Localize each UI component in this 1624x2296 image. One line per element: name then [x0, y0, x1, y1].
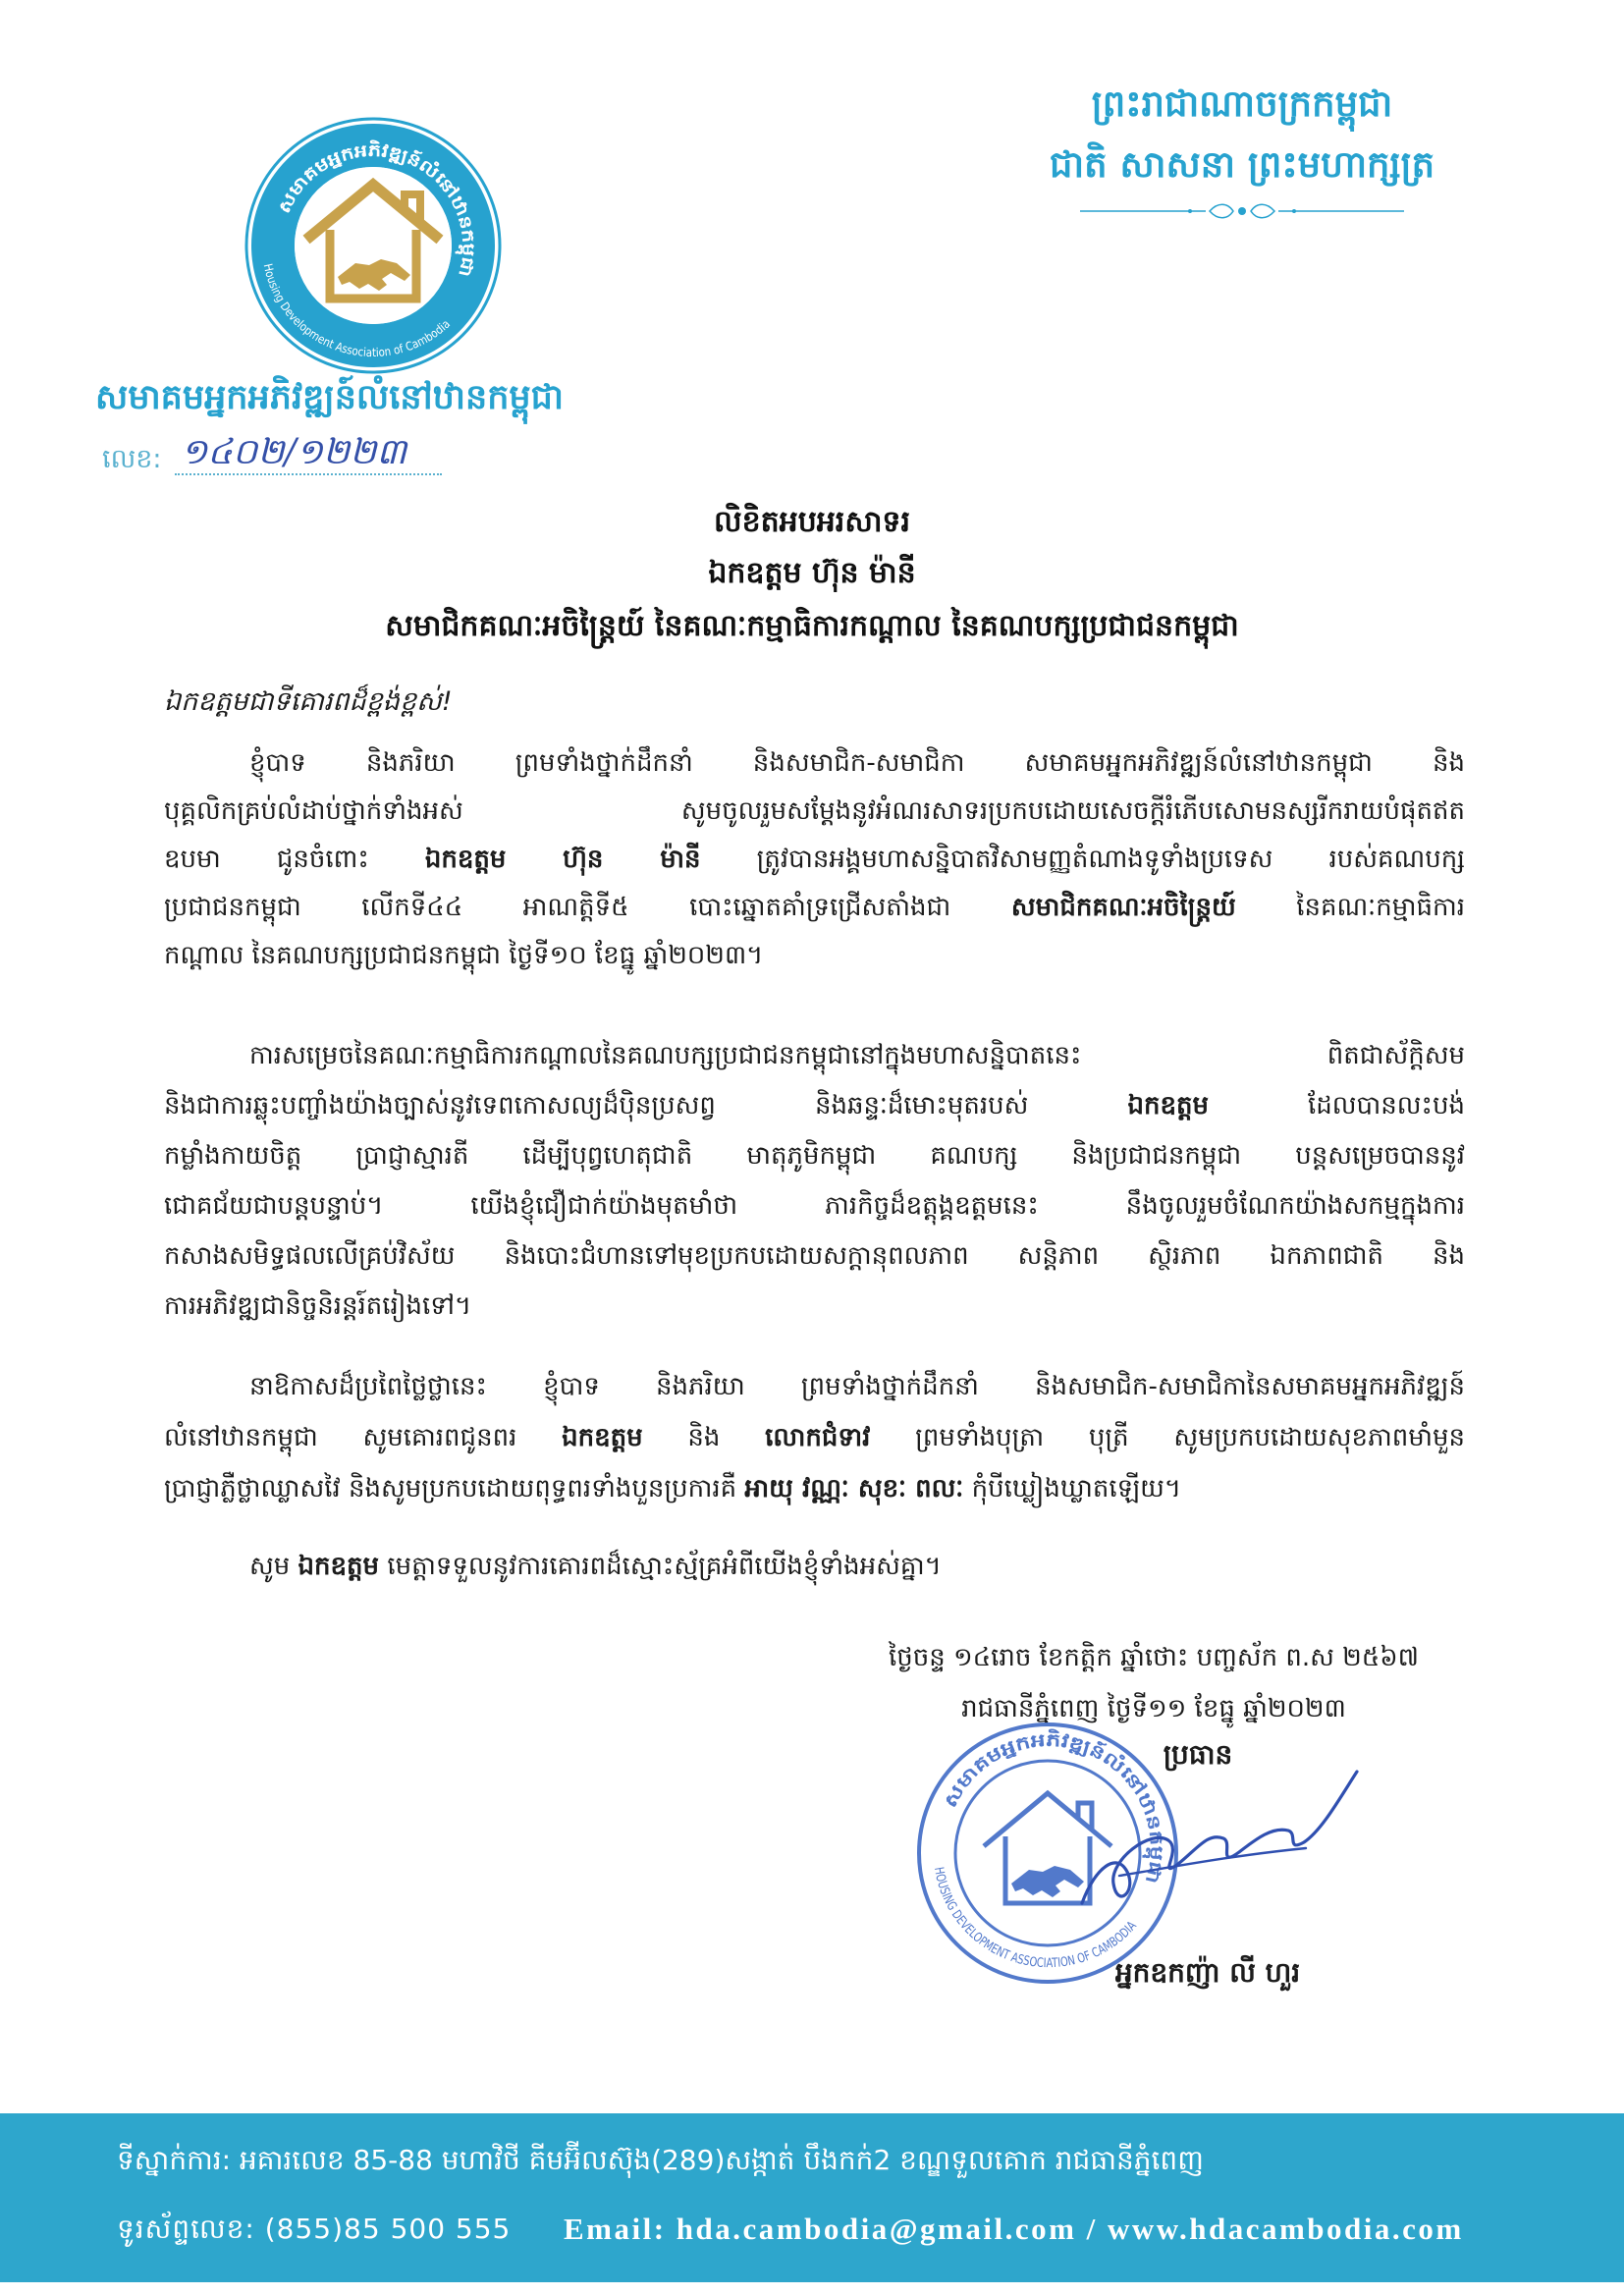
text-run: កណ្តាល នៃគណបក្សប្រជាជនកម្ពុជា ថ្ងៃទី១០ ខែធ្នូ ឆ្នាំ២០២៣។: [164, 941, 764, 970]
text-run: នាឱកាសដ៏ប្រពៃថ្លៃថ្លានេះ ខ្ញុំបាទ និងភរិយា ព្រមទាំងថ្នាក់ដឹកនាំ និងសមាជិក-សមាជិកានៃសមាគមអ្នកអភិវឌ្ឍន៍: [249, 1372, 1465, 1401]
paragraph-2-line: [164, 1131, 1465, 1180]
paragraph-1-line: [249, 738, 1465, 788]
text-run: ការអភិវឌ្ឍជានិច្ចនិរន្តរ៍តរៀងទៅ។: [164, 1291, 472, 1321]
text-run: និងជាការឆ្លុះបញ្ចាំងយ៉ាងច្បាស់នូវទេពកោសល្យដ៏ប៉ិនប្រសព្វ និងឆន្ទៈដ៏មោះមុតរបស់: [164, 1091, 1128, 1121]
national-motto: ជាតិ សាសនា ព្រះមហាក្សត្រ: [1049, 142, 1435, 186]
reference-number: ១៤០២/១២២៣: [181, 432, 407, 472]
reference-label: លេខ:: [102, 444, 162, 474]
text-run: ប្រាជ្ញាភ្លឺថ្លាឈ្លាសវៃ និងសូមប្រកបដោយពុទ្ធពរទាំងបួនប្រការគឺ: [164, 1474, 745, 1503]
text-run: ប្រជាជនកម្ពុជា លើកទី៤៤ អាណត្តិទី៥ បោះឆ្នោតគាំទ្រជ្រើសតាំងជា: [164, 893, 1011, 922]
footer-phone: ទូរស័ព្ទលេខ: (855)85 500 555: [117, 2213, 512, 2245]
text-run: ខ្ញុំបាទ និងភរិយា ព្រមទាំងថ្នាក់ដឹកនាំ និងសមាជិក-សមាជិកា សមាគមអ្នកអភិវឌ្ឍន៍លំនៅឋានកម្ពុជា និង: [249, 748, 1465, 778]
paragraph-1-line: [164, 931, 1465, 980]
footer-bar: [0, 2113, 1624, 2282]
logo-ring-text-en: Housing Development Association of Cambodia: [260, 262, 454, 360]
text-run: កម្លាំងកាយចិត្ត ប្រាជ្ញាស្មារតី ដើម្បីបុព្វហេតុជាតិ មាតុភូមិកម្ពុជា គណបក្ស និងប្រជាជនកម្ពុជា បន្តសម្រេចបាននូវ: [164, 1141, 1465, 1171]
salutation: ឯកឧត្តមជាទីគោរពដ៏ខ្ពង់ខ្ពស់!: [164, 686, 453, 717]
text-run: ការសម្រេចនៃគណៈកម្មាធិការកណ្តាលនៃគណបក្សប្រជាជនកម្ពុជានៅក្នុងមហាសន្និបាតនេះ ពិតជាស័ក្តិសម: [249, 1041, 1465, 1070]
recipient-name: ឯកឧត្តម ហ៊ុន ម៉ានី: [708, 556, 916, 590]
letter-title: លិខិតអបអរសាទរ: [714, 505, 910, 539]
paragraph-1-line: [164, 835, 1465, 884]
text-run: នៃគណៈកម្មាធិការ: [1235, 893, 1465, 922]
text-run: ត្រូវបានអង្គមហាសន្និបាតវិសាមញ្ញតំណាងទូទាំងប្រទេស របស់គណបក្ស: [700, 845, 1465, 874]
handwritten-signature: [1060, 1758, 1365, 1925]
bold-text-run: ឯកឧត្តម: [1127, 1091, 1209, 1121]
paragraph-1-line: [164, 787, 1465, 836]
text-run: សូម: [249, 1552, 298, 1581]
text-run: ដែលបានលះបង់: [1208, 1091, 1465, 1121]
footer-address: ទីស្នាក់ការ: អគារលេខ 85-88 មហាវិថី គីមអ៊ីលស៊ុង(289)សង្កាត់ បឹងកក់2 ខណ្ឌទួលគោក រាជធានីភ្នំពេញ: [117, 2144, 1204, 2176]
paragraph-2-line: [164, 1181, 1465, 1230]
bold-text-run: ឯកឧត្តម: [562, 1423, 643, 1452]
logo-ring-text-kh: សមាគមអ្នកអភិវឌ្ឍន៍លំនៅឋានកម្ពុជា: [274, 140, 478, 275]
bold-text-run: លោកជំទាវ: [765, 1423, 871, 1452]
signatory-name: អ្នកឧកញ៉ា លី ហួរ: [1114, 1956, 1301, 1989]
letter-date: រាជធានីភ្នំពេញ ថ្ងៃទី១១ ខែធ្នូ ឆ្នាំ២០២៣: [961, 1694, 1346, 1723]
paragraph-2-line: [164, 1282, 1465, 1331]
paragraph-3-line: [164, 1464, 1465, 1513]
kingdom-heading: ព្រះរាជាណាចក្រកម្ពុជា: [1091, 82, 1393, 125]
signatory-position: ប្រធាន: [1163, 1738, 1233, 1771]
paragraph-2-line: [249, 1031, 1465, 1080]
text-run: បុគ្គលិកគ្រប់លំដាប់ថ្នាក់ទាំងអស់ សូមចូលរួមសម្តែងនូវអំណរសាទរប្រកបដោយសេចក្តីរំភើបសោមនស្សរីករាយបំផុតឥត: [164, 796, 1465, 826]
paragraph-4-line: [249, 1542, 1465, 1591]
stamp-ring-text-kh: សមាគមអ្នកអភិវឌ្ឍន៍លំនៅឋានកម្ពុជា: [940, 1729, 1167, 1881]
text-run: កសាងសមិទ្ធផលលើគ្រប់វិស័យ និងបោះជំហានទៅមុខប្រកបដោយសក្តានុពលភាព សន្តិភាព ស្ថិរភាព ឯកភាពជាតិ និង: [164, 1241, 1465, 1271]
motto-divider: [1080, 200, 1404, 222]
organization-name: សមាគមអ្នកអភិវឌ្ឍន៍លំនៅឋានកម្ពុជា: [95, 377, 564, 417]
bold-text-run: ឯកឧត្តម: [298, 1552, 380, 1581]
text-run: លំនៅឋានកម្ពុជា សូមគោរពជូនពរ: [164, 1423, 563, 1452]
footer-email-website: Email: hda.cambodia@gmail.com / www.hdacambodia.com: [564, 2212, 1464, 2246]
text-run: ឧបមា ជូនចំពោះ: [164, 845, 425, 874]
paragraph-3-line: [249, 1362, 1465, 1411]
association-logo: [244, 116, 503, 375]
bold-text-run: ឯកឧត្តម ហ៊ុន ម៉ានី: [424, 845, 701, 874]
text-run: កុំបីឃ្លៀងឃ្លាតឡើយ។: [963, 1474, 1182, 1503]
text-run: ព្រមទាំងបុត្រា បុត្រី សូមប្រកបដោយសុខភាពមាំមួន: [870, 1423, 1465, 1452]
bold-text-run: សមាជិកគណៈអចិន្ត្រៃយ៍: [1010, 893, 1236, 922]
text-run: មេត្តាទទួលនូវការគោរពដ៏ស្មោះស្ម័គ្រអំពីយើងខ្ញុំទាំងអស់គ្នា។: [379, 1552, 942, 1581]
recipient-position: សមាជិកគណៈអចិន្ត្រៃយ៍ នៃគណៈកម្មាធិការកណ្តាល នៃគណបក្សប្រជាជនកម្ពុជា: [385, 609, 1239, 643]
lunar-date: ថ្ងៃចន្ទ ១៤រោច ខែកត្តិក ឆ្នាំថោះ បញ្ចស័ក ព.ស ២៥៦៧: [888, 1643, 1420, 1672]
paragraph-1-line: [164, 883, 1465, 932]
paragraph-2-line: [164, 1081, 1465, 1130]
text-run: និង: [642, 1423, 766, 1452]
stamp-ring-text-en: HOUSING DEVELOPMENT ASSOCIATION OF CAMBODIA: [930, 1866, 1142, 1972]
text-run: ជោគជ័យជាបន្តបន្ទាប់។ យើងខ្ញុំជឿជាក់យ៉ាងមុតមាំថា ភារកិច្ចដ៏ឧត្តុង្គឧត្តមនេះ នឹងចូលរួមចំណែកយ៉ាងសកម្មក្នុងការ: [164, 1191, 1465, 1221]
paragraph-2-line: [164, 1231, 1465, 1281]
paragraph-3-line: [164, 1413, 1465, 1462]
bold-text-run: អាយុ វណ្ណៈ សុខៈ ពលៈ: [744, 1474, 964, 1503]
